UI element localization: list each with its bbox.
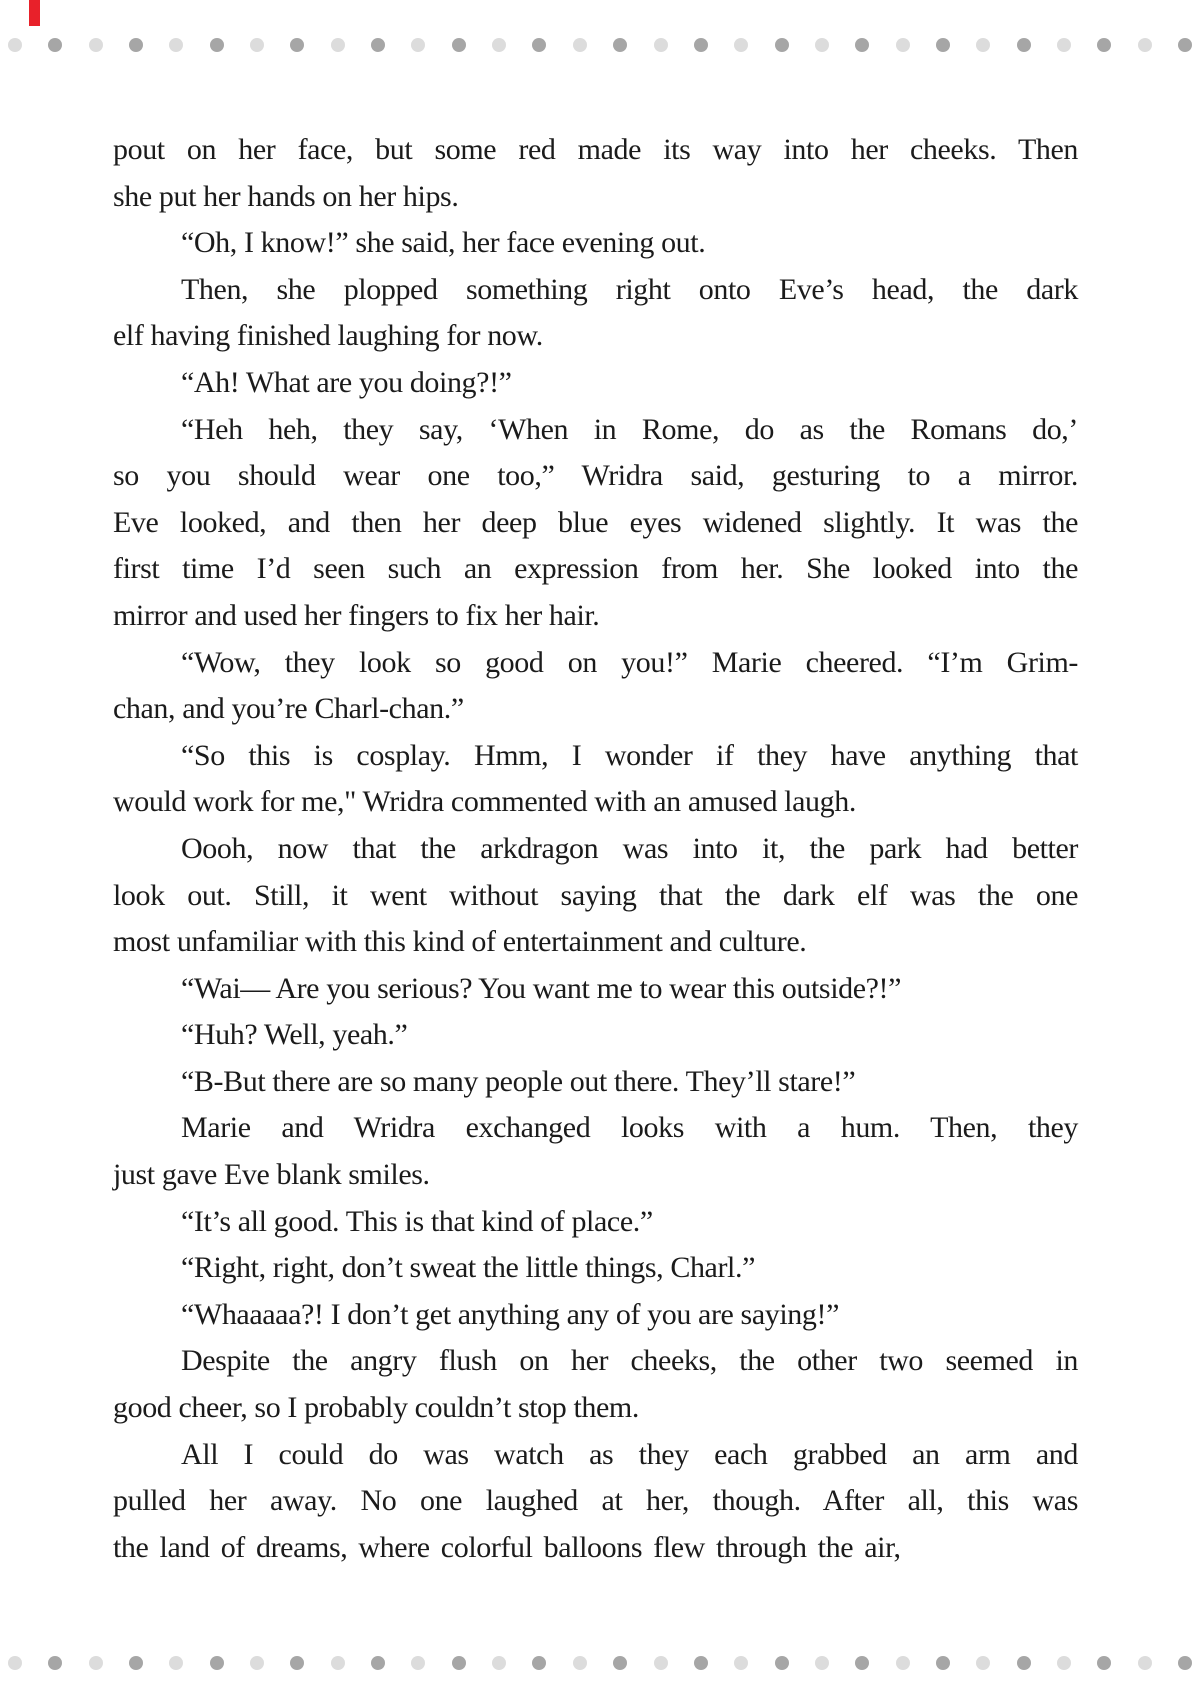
border-dot xyxy=(775,1656,789,1670)
text-line: pout on her face, but some red made its way into her cheeks. Then xyxy=(113,133,1078,166)
text-line: look out. Still, it went without saying that the dark elf was the one xyxy=(113,878,1078,912)
text-line: just gave Eve blank smiles. xyxy=(113,1158,430,1192)
text-line: most unfamiliar with this kind of entertainment and culture. xyxy=(113,925,807,959)
border-dot xyxy=(129,1656,143,1670)
text-line: Oooh, now that the arkdragon was into it, the park had better xyxy=(181,831,1078,865)
border-dot xyxy=(1017,38,1031,52)
text-line: “Whaaaaa?! I don’t get anything any of you are saying!” xyxy=(181,1297,839,1331)
border-dot xyxy=(815,1656,829,1670)
border-dot xyxy=(290,38,304,52)
border-dot xyxy=(1178,1656,1192,1670)
border-dot xyxy=(1017,1656,1031,1670)
border-dot xyxy=(613,38,627,52)
text-line: “Right, right, don’t sweat the little things, Charl.” xyxy=(181,1251,755,1285)
border-dot xyxy=(492,1656,506,1670)
text-line: good cheer, so I probably couldn’t stop them. xyxy=(113,1391,639,1425)
text-line: so you should wear one too,” Wridra said, gesturing to a mirror. xyxy=(113,459,1078,493)
text-line: Eve looked, and then her deep blue eyes widened slightly. It was the xyxy=(113,505,1078,539)
text-line: pulled her away. No one laughed at her, though. After all, this was xyxy=(113,1484,1078,1518)
text-line: chan, and you’re Charl-chan.” xyxy=(113,692,464,726)
bookmark-mark xyxy=(29,0,40,26)
border-dot xyxy=(976,38,990,52)
border-dot xyxy=(1138,1656,1152,1670)
border-dot xyxy=(573,1656,587,1670)
border-dot xyxy=(411,38,425,52)
border-dot xyxy=(976,1656,990,1670)
text-line: elf having finished laughing for now. xyxy=(113,319,543,353)
border-dot xyxy=(654,38,668,52)
border-dot xyxy=(654,1656,668,1670)
text-line: “Wai— Are you serious? You want me to wear this outside?!” xyxy=(181,971,902,1005)
border-dot xyxy=(210,38,224,52)
text-line: “Heh heh, they say, ‘When in Rome, do as the Romans do,’ xyxy=(181,412,1078,446)
text-line: “So this is cosplay. Hmm, I wonder if they have anything that xyxy=(181,738,1078,772)
border-dot xyxy=(452,1656,466,1670)
bottom-dot-border xyxy=(8,1656,1192,1670)
border-dot xyxy=(936,1656,950,1670)
border-dot xyxy=(1097,38,1111,52)
border-dot xyxy=(936,38,950,52)
border-dot xyxy=(371,38,385,52)
border-dot xyxy=(694,1656,708,1670)
border-dot xyxy=(1057,38,1071,52)
text-line: “Wow, they look so good on you!” Marie cheered. “I’m Grim- xyxy=(181,645,1078,679)
border-dot xyxy=(1057,1656,1071,1670)
text-line: “B-But there are so many people out there. They’ll stare!” xyxy=(181,1064,856,1098)
text-line: “Ah! What are you doing?!” xyxy=(181,365,512,399)
border-dot xyxy=(371,1656,385,1670)
page-text xyxy=(113,127,1078,1571)
text-line: “It’s all good. This is that kind of place.” xyxy=(181,1204,653,1238)
border-dot xyxy=(896,1656,910,1670)
border-dot xyxy=(169,38,183,52)
border-dot xyxy=(694,38,708,52)
border-dot xyxy=(1138,38,1152,52)
border-dot xyxy=(290,1656,304,1670)
border-dot xyxy=(8,1656,22,1670)
text-line: the land of dreams, where colorful balloons flew through the air, xyxy=(113,1530,901,1564)
text-line: would work for me," Wridra commented with an amused laugh. xyxy=(113,785,856,819)
text-line: she put her hands on her hips. xyxy=(113,179,459,213)
text-line: Marie and Wridra exchanged looks with a hum. Then, they xyxy=(181,1111,1078,1145)
border-dot xyxy=(492,38,506,52)
text-line: “Huh? Well, yeah.” xyxy=(181,1018,408,1052)
border-dot xyxy=(210,1656,224,1670)
border-dot xyxy=(613,1656,627,1670)
border-dot xyxy=(452,38,466,52)
border-dot xyxy=(896,38,910,52)
text-line: All I could do was watch as they each grabbed an arm and xyxy=(181,1437,1078,1471)
border-dot xyxy=(89,38,103,52)
border-dot xyxy=(129,38,143,52)
border-dot xyxy=(48,1656,62,1670)
border-dot xyxy=(532,38,546,52)
border-dot xyxy=(855,38,869,52)
border-dot xyxy=(89,1656,103,1670)
text-line: “Oh, I know!” she said, her face evening out. xyxy=(181,226,706,260)
text-line: Despite the angry flush on her cheeks, the other two seemed in xyxy=(181,1344,1078,1378)
border-dot xyxy=(169,1656,183,1670)
border-dot xyxy=(734,38,748,52)
text-line: mirror and used her fingers to fix her hair. xyxy=(113,598,600,632)
border-dot xyxy=(331,1656,345,1670)
border-dot xyxy=(250,1656,264,1670)
border-dot xyxy=(815,38,829,52)
border-dot xyxy=(573,38,587,52)
border-dot xyxy=(775,38,789,52)
border-dot xyxy=(250,38,264,52)
top-dot-border xyxy=(8,38,1192,52)
border-dot xyxy=(1097,1656,1111,1670)
border-dot xyxy=(734,1656,748,1670)
border-dot xyxy=(855,1656,869,1670)
text-line: Then, she plopped something right onto Eve’s head, the dark xyxy=(181,272,1078,306)
text-line: first time I’d seen such an expression from her. She looked into the xyxy=(113,552,1078,586)
border-dot xyxy=(1178,38,1192,52)
border-dot xyxy=(411,1656,425,1670)
border-dot xyxy=(331,38,345,52)
border-dot xyxy=(48,38,62,52)
border-dot xyxy=(8,38,22,52)
border-dot xyxy=(532,1656,546,1670)
